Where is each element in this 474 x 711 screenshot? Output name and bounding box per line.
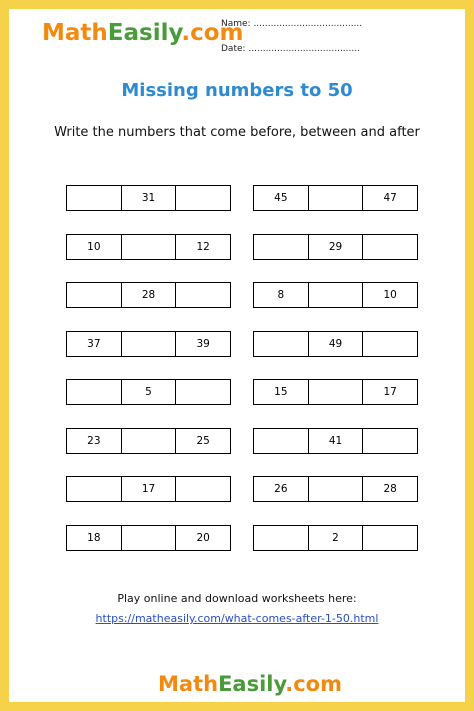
answer-cell[interactable] [254, 235, 308, 259]
answer-cell[interactable] [67, 380, 121, 404]
instruction-text: Write the numbers that come before, between and after [54, 125, 420, 140]
answer-cell[interactable] [254, 526, 308, 550]
answer-cell[interactable] [121, 429, 176, 453]
answer-cell[interactable] [175, 477, 230, 501]
given-number: 2 [308, 526, 363, 550]
logo-bottom [158, 672, 342, 696]
answer-cell[interactable] [121, 526, 176, 550]
given-number: 17 [121, 477, 176, 501]
given-number: 49 [308, 332, 363, 356]
sequence-box-right-3 [253, 282, 418, 308]
logo-com: .com [285, 672, 342, 696]
answer-cell[interactable] [308, 477, 363, 501]
answer-cell[interactable] [308, 283, 363, 307]
given-number: 26 [274, 483, 288, 495]
sequence-box-left-6 [66, 428, 231, 454]
given-number: 10 [362, 283, 417, 307]
given-number: 47 [362, 186, 417, 210]
answer-cell[interactable] [308, 380, 363, 404]
given-number: 41 [308, 429, 363, 453]
footer-link[interactable]: https://matheasily.com/what-comes-after-1-50.html [95, 612, 379, 625]
answer-cell[interactable] [308, 186, 363, 210]
sequence-box-left-3 [66, 282, 231, 308]
given-number: 29 [308, 235, 363, 259]
given-number: 5 [121, 380, 176, 404]
page-title: Missing numbers to 50 [121, 80, 353, 101]
given-number: 37 [87, 337, 101, 350]
sequence-box-left-4 [66, 331, 231, 357]
answer-cell[interactable] [121, 235, 176, 259]
logo-math: Math [158, 672, 219, 696]
answer-cell[interactable] [67, 186, 121, 210]
given-number: 15 [274, 386, 288, 398]
given-number: 23 [87, 434, 101, 447]
given-number: 31 [121, 186, 176, 210]
sequence-box-right-2 [253, 234, 418, 260]
sequence-box-left-2 [66, 234, 231, 260]
answer-cell[interactable] [175, 283, 230, 307]
answer-cell[interactable] [254, 429, 308, 453]
sequence-box-right-5 [253, 379, 418, 405]
given-number: 25 [175, 429, 230, 453]
footer-text: Play online and download worksheets here: [117, 592, 357, 605]
sequence-box-left-5 [66, 379, 231, 405]
answer-cell[interactable] [121, 332, 176, 356]
given-number: 28 [121, 283, 176, 307]
logo-math: Math [42, 20, 108, 46]
sequence-box-right-8 [253, 525, 418, 551]
given-number: 12 [175, 235, 230, 259]
sequence-box-left-1 [66, 185, 231, 211]
given-number: 10 [87, 240, 101, 253]
given-number: 45 [274, 192, 288, 204]
given-number: 17 [362, 380, 417, 404]
answer-cell[interactable] [362, 429, 417, 453]
answer-cell[interactable] [254, 332, 308, 356]
sequence-box-right-1 [253, 185, 418, 211]
logo-easily: Easily [107, 20, 182, 46]
logo-easily: Easily [218, 672, 286, 696]
name-field[interactable]: Name: ...................................... [221, 19, 363, 29]
answer-cell[interactable] [362, 332, 417, 356]
sequence-box-right-4 [253, 331, 418, 357]
sequence-box-left-7 [66, 476, 231, 502]
given-number: 8 [277, 289, 285, 301]
answer-cell[interactable] [67, 477, 121, 501]
logo-com: .com [181, 20, 244, 46]
answer-cell[interactable] [67, 283, 121, 307]
sequence-box-right-6 [253, 428, 418, 454]
given-number: 20 [175, 526, 230, 550]
answer-cell[interactable] [362, 235, 417, 259]
answer-cell[interactable] [175, 380, 230, 404]
given-number: 39 [175, 332, 230, 356]
answer-cell[interactable] [175, 186, 230, 210]
answer-cell[interactable] [362, 526, 417, 550]
sequence-box-right-7 [253, 476, 418, 502]
given-number: 28 [362, 477, 417, 501]
given-number: 18 [87, 531, 101, 544]
sequence-box-left-8 [66, 525, 231, 551]
date-field[interactable]: Date: ....................................... [221, 44, 360, 54]
